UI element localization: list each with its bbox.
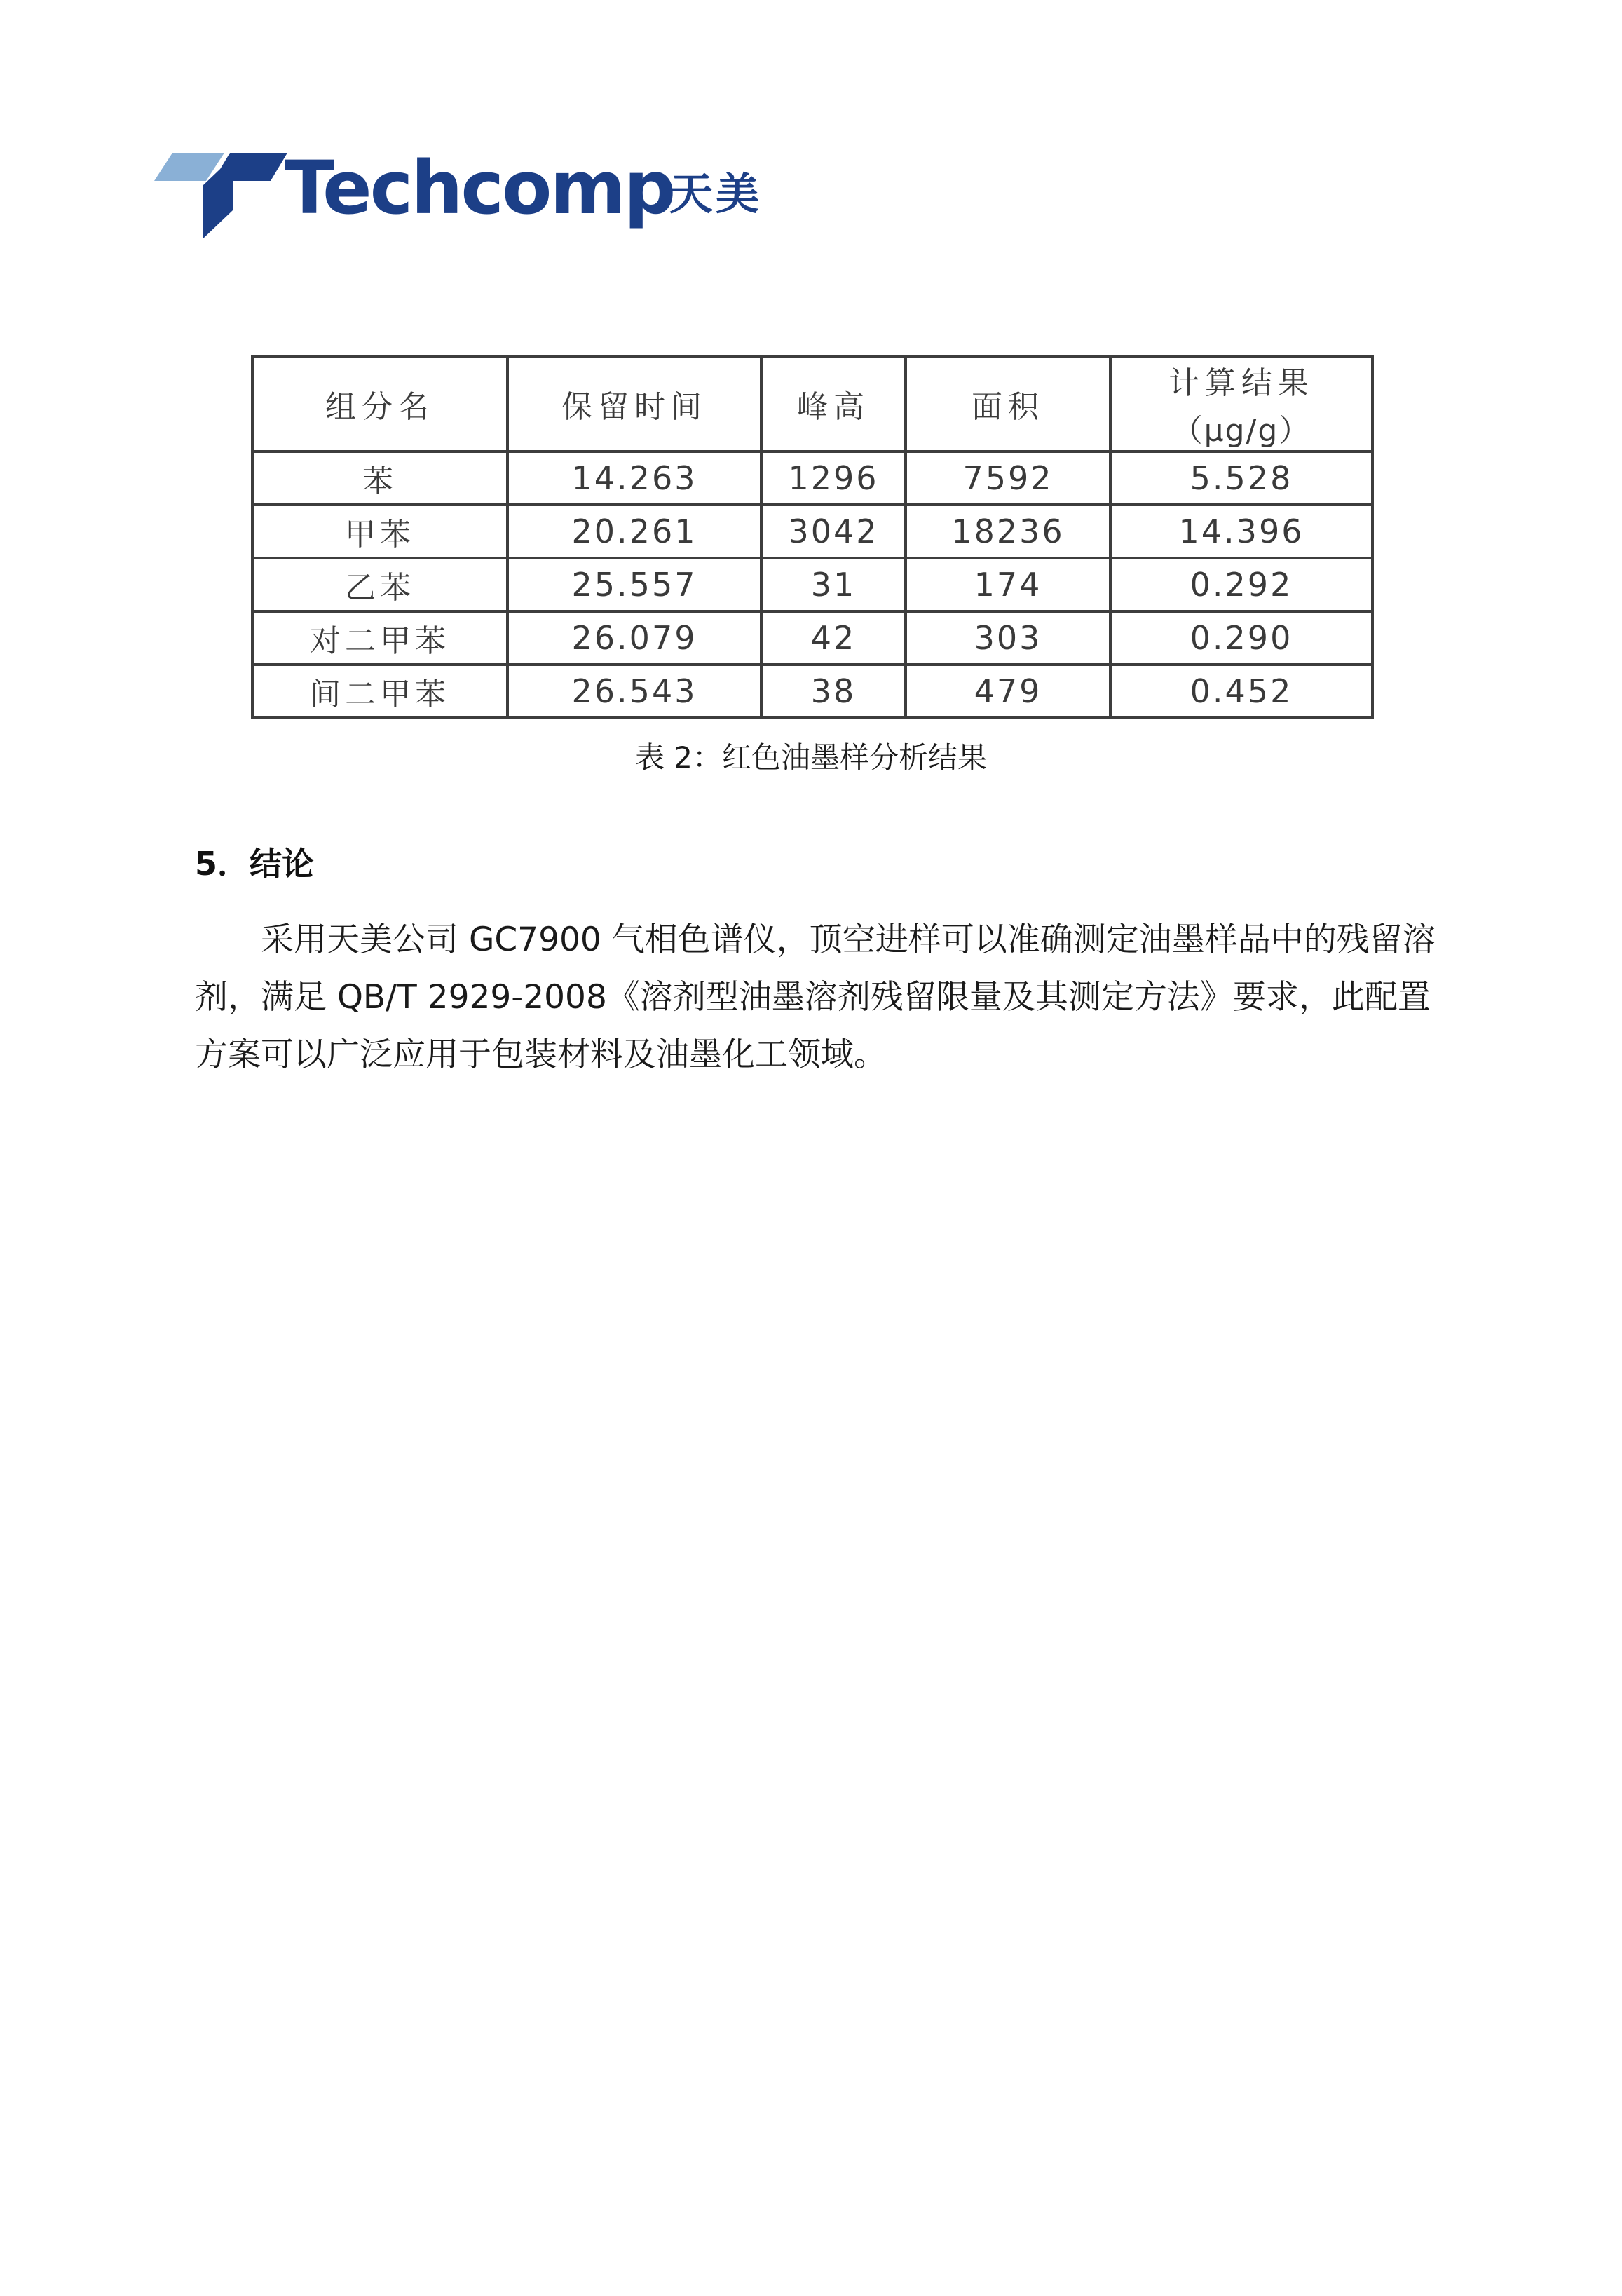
techcomp-logo-icon bbox=[154, 150, 287, 241]
header-peak-height: 峰高 bbox=[761, 356, 906, 451]
cell-peak-height: 1296 bbox=[761, 451, 906, 505]
cell-area: 479 bbox=[906, 665, 1110, 718]
cell-peak-height: 42 bbox=[761, 611, 906, 665]
cell-component: 间二甲苯 bbox=[252, 665, 507, 718]
cell-result: 0.292 bbox=[1110, 558, 1372, 611]
cell-result: 14.396 bbox=[1110, 505, 1372, 558]
conclusion-paragraph bbox=[195, 911, 1436, 1084]
cell-retention-time: 14.263 bbox=[507, 451, 761, 505]
table-row bbox=[252, 611, 1372, 665]
cell-component: 对二甲苯 bbox=[252, 611, 507, 665]
cell-result: 0.290 bbox=[1110, 611, 1372, 665]
table-row bbox=[252, 505, 1372, 558]
cell-result: 0.452 bbox=[1110, 665, 1372, 718]
cell-peak-height: 3042 bbox=[761, 505, 906, 558]
table-row bbox=[252, 558, 1372, 611]
header-component: 组分名 bbox=[252, 356, 507, 451]
cell-component: 苯 bbox=[252, 451, 507, 505]
cell-result: 5.528 bbox=[1110, 451, 1372, 505]
cell-peak-height: 38 bbox=[761, 665, 906, 718]
header-retention-time: 保留时间 bbox=[507, 356, 761, 451]
header-result bbox=[1110, 356, 1372, 451]
header-result-unit: （μg/g） bbox=[1171, 413, 1311, 449]
table-row bbox=[252, 451, 1372, 505]
table-header-row bbox=[252, 356, 1372, 451]
techcomp-logo bbox=[154, 145, 785, 241]
table-caption: 表 2：红色油墨样分析结果 bbox=[634, 740, 988, 775]
cell-retention-time: 26.543 bbox=[507, 665, 761, 718]
paragraph-line: 方案可以广泛应用于包装材料及油墨化工领域。 bbox=[195, 1035, 887, 1074]
logo-wordmark: Techcomp bbox=[285, 145, 674, 231]
cell-area: 18236 bbox=[906, 505, 1110, 558]
results-table bbox=[251, 355, 1374, 719]
cell-area: 303 bbox=[906, 611, 1110, 665]
section-heading: 5．结论 bbox=[195, 845, 315, 883]
cell-component: 甲苯 bbox=[252, 505, 507, 558]
header-result-label: 计算结果 bbox=[1168, 365, 1314, 401]
cell-retention-time: 20.261 bbox=[507, 505, 761, 558]
cell-area: 174 bbox=[906, 558, 1110, 611]
cell-area: 7592 bbox=[906, 451, 1110, 505]
logo-chinese-name: 天美 bbox=[669, 168, 763, 219]
header-area: 面积 bbox=[906, 356, 1110, 451]
paragraph-line: 剂，满足 QB/T 2929-2008《溶剂型油墨溶剂残留限量及其测定方法》要求，此配置 bbox=[195, 978, 1431, 1017]
cell-component: 乙苯 bbox=[252, 558, 507, 611]
cell-retention-time: 25.557 bbox=[507, 558, 761, 611]
results-table-container bbox=[251, 355, 1371, 719]
table-row bbox=[252, 665, 1372, 718]
cell-retention-time: 26.079 bbox=[507, 611, 761, 665]
paragraph-line: 采用天美公司 GC7900 气相色谱仪，顶空进样可以准确测定油墨样品中的残留溶 bbox=[261, 921, 1436, 959]
cell-peak-height: 31 bbox=[761, 558, 906, 611]
